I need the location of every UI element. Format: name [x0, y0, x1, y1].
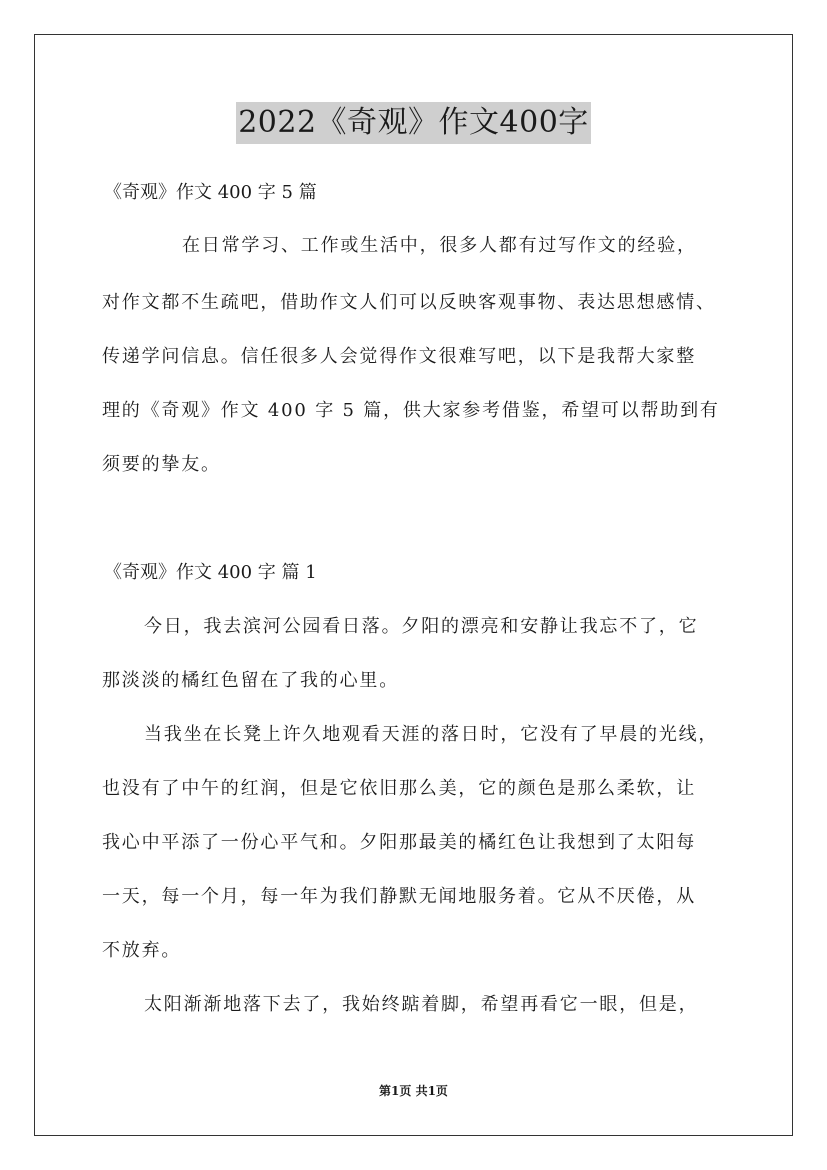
intro-line: 对作文都不生疏吧，借助作文人们可以反映客观事物、表达思想感情、 [102, 292, 716, 313]
paragraph-line: 当我坐在长凳上许久地观看天涯的落日时，它没有了早晨的光线， [144, 724, 719, 745]
paragraph-line: 那淡淡的橘红色留在了我的心里。 [102, 670, 399, 691]
intro-line: 理的《奇观》作文 400 字 5 篇，供大家参考借鉴，希望可以帮助到有 [102, 400, 720, 421]
paragraph-line: 今日，我去滨河公园看日落。夕阳的漂亮和安静让我忘不了，它 [144, 616, 699, 637]
section-heading: 《奇观》作文 400 字 篇 1 [104, 562, 317, 583]
paragraph-line: 太阳渐渐地落下去了，我始终踮着脚，希望再看它一眼，但是， [144, 994, 699, 1015]
title-container [0, 102, 827, 144]
intro-line: 在日常学习、工作或生活中，很多人都有过写作文的经验， [182, 235, 697, 256]
paragraph-line: 不放弃。 [102, 940, 182, 961]
intro-line: 须要的挚友。 [102, 454, 221, 475]
intro-line: 传递学问信息。信任很多人会觉得作文很难写吧，以下是我帮大家整 [102, 346, 696, 367]
paragraph-line: 我心中平添了一份心平气和。夕阳那最美的橘红色让我想到了太阳每 [102, 832, 696, 853]
paragraph-line: 一天，每一个月，每一年为我们静默无闻地服务着。它从不厌倦，从 [102, 886, 696, 907]
paragraph-line: 也没有了中午的红润，但是它依旧那么美，它的颜色是那么柔软，让 [102, 778, 696, 799]
document-title: 2022《奇观》作文400字 [236, 102, 591, 144]
page-number: 第1页 共1页 [379, 1084, 448, 1098]
document-subtitle: 《奇观》作文 400 字 5 篇 [104, 182, 317, 203]
